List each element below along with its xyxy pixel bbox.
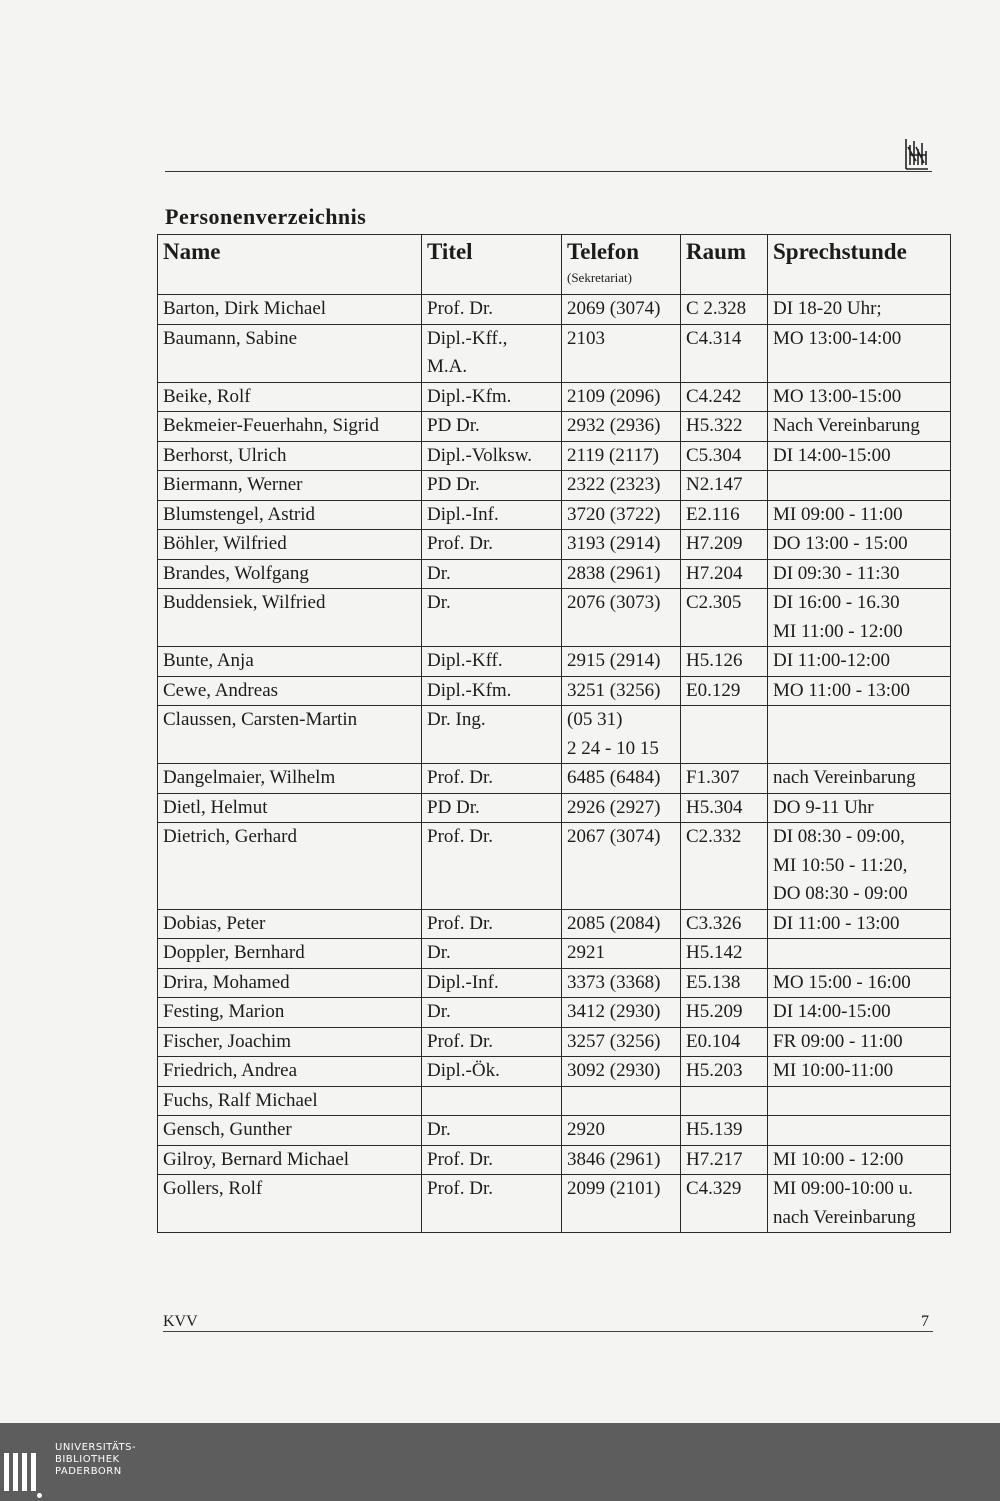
cell-titel xyxy=(422,909,562,939)
column-header xyxy=(562,235,681,295)
cell-name: Drira, Mohamed xyxy=(158,968,422,998)
cell-line: DI 08:30 - 09:00, xyxy=(773,826,905,847)
cell-line: PD Dr. xyxy=(427,474,480,495)
cell-line: 2915 (2914) xyxy=(567,650,661,671)
cell-name: Claussen, Carsten-Martin xyxy=(158,706,422,764)
cell-line: Dipl.-Inf. xyxy=(427,971,499,993)
cell-line: DI 11:00 - 13:00 xyxy=(773,912,900,934)
cell-name: Böhler, Wilfried xyxy=(158,530,422,560)
cell-line: Prof. Dr. xyxy=(427,533,493,554)
cell-name: Gollers, Rolf xyxy=(158,1175,422,1233)
cell-telefon xyxy=(562,968,681,998)
cell-sprechstunde xyxy=(768,706,951,764)
cell-raum: E0.104 xyxy=(681,1027,768,1057)
cell-titel xyxy=(422,471,562,501)
cell-sprechstunde xyxy=(768,441,951,471)
table-header-row xyxy=(158,235,951,295)
cell-line: DI 11:00-12:00 xyxy=(773,650,890,671)
personnel-table xyxy=(157,234,951,1233)
cell-line: PD Dr. xyxy=(427,415,480,436)
cell-line: Dr. xyxy=(427,562,451,584)
cell-raum: C3.326 xyxy=(681,909,768,939)
cell-line: 2085 (2084) xyxy=(567,912,661,934)
table-row xyxy=(158,939,951,969)
column-header-label: Telefon xyxy=(567,239,639,264)
cell-line: Dr. xyxy=(427,942,451,963)
cell-raum: C2.305 xyxy=(681,589,768,647)
cell-telefon xyxy=(562,441,681,471)
column-header-label: Sprechstunde xyxy=(773,239,907,264)
cell-titel xyxy=(422,412,562,442)
cell-line: 2103 xyxy=(567,327,605,349)
cell-sprechstunde xyxy=(768,823,951,910)
table-row xyxy=(158,589,951,647)
cell-name: Buddensiek, Wilfried xyxy=(158,589,422,647)
cell-line: 2932 (2936) xyxy=(567,415,661,436)
cell-titel xyxy=(422,1116,562,1146)
cell-line: 2119 (2117) xyxy=(567,444,659,466)
cell-titel xyxy=(422,706,562,764)
cell-line: Dr. xyxy=(427,1001,451,1022)
cell-sprechstunde xyxy=(768,909,951,939)
cell-titel xyxy=(422,968,562,998)
cell-line: 2109 (2096) xyxy=(567,385,661,407)
cell-line: 2921 xyxy=(567,942,605,963)
cell-titel xyxy=(422,441,562,471)
cell-raum: H5.142 xyxy=(681,939,768,969)
cell-sprechstunde xyxy=(768,1145,951,1175)
column-header xyxy=(681,235,768,295)
cell-name: Fuchs, Ralf Michael xyxy=(158,1086,422,1116)
cell-line: Dipl.-Inf. xyxy=(427,503,499,525)
cell-line: 2920 xyxy=(567,1119,605,1140)
cell-telefon xyxy=(562,998,681,1028)
column-header xyxy=(768,235,951,295)
cell-name: Dietl, Helmut xyxy=(158,793,422,823)
cell-titel xyxy=(422,559,562,589)
library-name-line: UNIVERSITÄTS- xyxy=(55,1442,137,1453)
cell-raum xyxy=(681,1086,768,1116)
cell-name: Doppler, Bernhard xyxy=(158,939,422,969)
cell-raum: C2.332 xyxy=(681,823,768,910)
cell-line: nach Vereinbarung xyxy=(773,1206,916,1228)
cell-telefon xyxy=(562,382,681,412)
cell-raum: H5.322 xyxy=(681,412,768,442)
cell-line: 3092 (2930) xyxy=(567,1060,661,1081)
cell-telefon xyxy=(562,471,681,501)
cell-raum: C 2.328 xyxy=(681,295,768,325)
table-row xyxy=(158,559,951,589)
cell-line: 2926 (2927) xyxy=(567,796,661,818)
cell-name: Cewe, Andreas xyxy=(158,676,422,706)
cell-titel xyxy=(422,324,562,382)
cell-raum: N2.147 xyxy=(681,471,768,501)
cell-line: 3251 (3256) xyxy=(567,679,661,701)
cell-sprechstunde xyxy=(768,1116,951,1146)
cell-raum: H7.204 xyxy=(681,559,768,589)
cell-telefon xyxy=(562,412,681,442)
cell-sprechstunde xyxy=(768,295,951,325)
cell-name: Gensch, Gunther xyxy=(158,1116,422,1146)
cell-line: Dipl.-Kfm. xyxy=(427,679,512,701)
cell-line: Prof. Dr. xyxy=(427,1178,493,1199)
cell-name: Brandes, Wolfgang xyxy=(158,559,422,589)
cell-sprechstunde xyxy=(768,998,951,1028)
table-row xyxy=(158,1175,951,1233)
cell-telefon xyxy=(562,764,681,794)
cell-raum: H5.126 xyxy=(681,647,768,677)
cell-titel xyxy=(422,823,562,910)
cell-sprechstunde xyxy=(768,676,951,706)
table-row xyxy=(158,441,951,471)
cell-line: Dr. Ing. xyxy=(427,709,486,730)
column-header-label: Raum xyxy=(686,239,747,264)
column-header-label: Name xyxy=(163,239,221,264)
cell-line: Prof. Dr. xyxy=(427,298,493,319)
cell-titel xyxy=(422,382,562,412)
cell-line: MO 13:00-15:00 xyxy=(773,385,902,407)
cell-line: Dipl.-Ök. xyxy=(427,1060,500,1081)
cell-titel xyxy=(422,647,562,677)
cell-line: Prof. Dr. xyxy=(427,1148,493,1170)
cell-line: DI 14:00-15:00 xyxy=(773,444,891,466)
library-banner xyxy=(0,1423,1000,1501)
cell-raum: H5.209 xyxy=(681,998,768,1028)
cell-line: Nach Vereinbarung xyxy=(773,415,920,436)
cell-titel xyxy=(422,530,562,560)
university-seal-icon xyxy=(903,135,931,171)
cell-line: MO 11:00 - 13:00 xyxy=(773,679,911,701)
cell-raum: E5.138 xyxy=(681,968,768,998)
column-header-sublabel: (Sekretariat) xyxy=(567,270,632,285)
cell-line: MI 09:00 - 11:00 xyxy=(773,503,903,525)
cell-titel xyxy=(422,295,562,325)
cell-line: FR 09:00 - 11:00 xyxy=(773,1030,903,1052)
cell-titel xyxy=(422,939,562,969)
cell-titel xyxy=(422,676,562,706)
cell-line: 2322 (2323) xyxy=(567,474,661,495)
cell-raum: C4.329 xyxy=(681,1175,768,1233)
cell-sprechstunde xyxy=(768,1086,951,1116)
cell-line: Dipl.-Kff., xyxy=(427,327,508,349)
cell-line: DI 18-20 Uhr; xyxy=(773,298,882,319)
page-number: 7 xyxy=(921,1313,929,1330)
cell-sprechstunde xyxy=(768,559,951,589)
table-row xyxy=(158,295,951,325)
table-body xyxy=(158,295,951,1233)
cell-name: Bunte, Anja xyxy=(158,647,422,677)
cell-telefon xyxy=(562,1057,681,1087)
cell-line: Prof. Dr. xyxy=(427,912,493,934)
table-row xyxy=(158,412,951,442)
table-row xyxy=(158,764,951,794)
cell-telefon xyxy=(562,676,681,706)
cell-line: DI 16:00 - 16.30 xyxy=(773,592,900,613)
cell-raum: H7.217 xyxy=(681,1145,768,1175)
cell-line: M.A. xyxy=(427,356,468,377)
cell-line: 3373 (3368) xyxy=(567,971,661,993)
cell-name: Festing, Marion xyxy=(158,998,422,1028)
column-header xyxy=(422,235,562,295)
cell-line: Prof. Dr. xyxy=(427,1030,493,1052)
cell-sprechstunde xyxy=(768,382,951,412)
library-logo-icon xyxy=(4,1453,40,1491)
cell-line: MO 15:00 - 16:00 xyxy=(773,971,911,993)
footer-label: KVV xyxy=(163,1313,198,1330)
table-row xyxy=(158,793,951,823)
header-rule xyxy=(165,171,932,172)
cell-line: MO 13:00-14:00 xyxy=(773,327,902,349)
footer-rule xyxy=(163,1331,933,1332)
cell-titel xyxy=(422,793,562,823)
cell-titel xyxy=(422,1027,562,1057)
cell-raum: C5.304 xyxy=(681,441,768,471)
table-row xyxy=(158,647,951,677)
cell-line: 6485 (6484) xyxy=(567,767,661,788)
cell-telefon xyxy=(562,530,681,560)
library-logo-dot xyxy=(37,1493,42,1498)
cell-sprechstunde xyxy=(768,324,951,382)
cell-line: 3412 (2930) xyxy=(567,1001,661,1022)
cell-line: Prof. Dr. xyxy=(427,767,493,788)
table-row xyxy=(158,909,951,939)
cell-telefon xyxy=(562,559,681,589)
table-row xyxy=(158,968,951,998)
cell-titel xyxy=(422,764,562,794)
cell-titel xyxy=(422,1057,562,1087)
cell-telefon xyxy=(562,823,681,910)
column-header xyxy=(158,235,422,295)
cell-telefon xyxy=(562,706,681,764)
cell-sprechstunde xyxy=(768,471,951,501)
cell-name: Baumann, Sabine xyxy=(158,324,422,382)
table-row xyxy=(158,530,951,560)
cell-line: DI 14:00-15:00 xyxy=(773,1001,891,1022)
cell-telefon xyxy=(562,1027,681,1057)
cell-telefon xyxy=(562,1175,681,1233)
cell-line: Dipl.-Volksw. xyxy=(427,444,533,466)
cell-sprechstunde xyxy=(768,1027,951,1057)
cell-sprechstunde xyxy=(768,1175,951,1233)
cell-sprechstunde xyxy=(768,968,951,998)
table-row xyxy=(158,1027,951,1057)
cell-telefon xyxy=(562,909,681,939)
cell-line: Dr. xyxy=(427,592,451,613)
cell-line: MI 10:00 - 12:00 xyxy=(773,1148,904,1170)
cell-telefon xyxy=(562,793,681,823)
cell-titel xyxy=(422,589,562,647)
cell-telefon xyxy=(562,1116,681,1146)
cell-telefon xyxy=(562,939,681,969)
cell-line: 2838 (2961) xyxy=(567,562,661,584)
cell-name: Friedrich, Andrea xyxy=(158,1057,422,1087)
cell-raum: C4.242 xyxy=(681,382,768,412)
cell-name: Berhorst, Ulrich xyxy=(158,441,422,471)
cell-name: Blumstengel, Astrid xyxy=(158,500,422,530)
cell-name: Dobias, Peter xyxy=(158,909,422,939)
column-header-label: Titel xyxy=(427,239,473,264)
cell-name: Dietrich, Gerhard xyxy=(158,823,422,910)
cell-name: Fischer, Joachim xyxy=(158,1027,422,1057)
cell-line: 2099 (2101) xyxy=(567,1178,661,1199)
cell-line: MI 10:00-11:00 xyxy=(773,1060,894,1081)
table-row xyxy=(158,676,951,706)
cell-line: 3257 (3256) xyxy=(567,1030,661,1052)
cell-telefon xyxy=(562,324,681,382)
table-row xyxy=(158,823,951,910)
cell-raum: F1.307 xyxy=(681,764,768,794)
cell-line: MI 10:50 - 11:20, xyxy=(773,854,908,876)
cell-name: Biermann, Werner xyxy=(158,471,422,501)
cell-sprechstunde xyxy=(768,500,951,530)
table-row xyxy=(158,1086,951,1116)
cell-line: DO 9-11 Uhr xyxy=(773,796,874,818)
cell-sprechstunde xyxy=(768,939,951,969)
cell-titel xyxy=(422,500,562,530)
cell-telefon xyxy=(562,295,681,325)
cell-sprechstunde xyxy=(768,793,951,823)
cell-raum: H5.203 xyxy=(681,1057,768,1087)
cell-name: Gilroy, Bernard Michael xyxy=(158,1145,422,1175)
cell-line: Dipl.-Kfm. xyxy=(427,385,512,407)
cell-line: 2069 (3074) xyxy=(567,298,661,319)
cell-raum: H5.304 xyxy=(681,793,768,823)
cell-line: DO 13:00 - 15:00 xyxy=(773,533,908,554)
table-row xyxy=(158,998,951,1028)
cell-line: Dr. xyxy=(427,1119,451,1140)
cell-titel xyxy=(422,1145,562,1175)
cell-telefon xyxy=(562,1086,681,1116)
cell-raum: E0.129 xyxy=(681,676,768,706)
cell-titel xyxy=(422,1175,562,1233)
cell-telefon xyxy=(562,500,681,530)
library-name-line: BIBLIOTHEK xyxy=(55,1454,120,1465)
cell-line: 2067 (3074) xyxy=(567,826,661,847)
library-name-line: PADERBORN xyxy=(55,1466,122,1477)
cell-titel xyxy=(422,998,562,1028)
cell-telefon xyxy=(562,1145,681,1175)
cell-line: DI 09:30 - 11:30 xyxy=(773,562,900,584)
cell-titel xyxy=(422,1086,562,1116)
cell-line: Prof. Dr. xyxy=(427,826,493,847)
cell-sprechstunde xyxy=(768,764,951,794)
cell-sprechstunde xyxy=(768,1057,951,1087)
cell-telefon xyxy=(562,647,681,677)
cell-telefon xyxy=(562,589,681,647)
cell-line: 2076 (3073) xyxy=(567,592,661,613)
cell-line: MI 09:00-10:00 u. xyxy=(773,1178,913,1199)
table-row xyxy=(158,324,951,382)
cell-raum: H7.209 xyxy=(681,530,768,560)
library-name xyxy=(55,1442,136,1478)
cell-line: (05 31) xyxy=(567,709,623,730)
cell-line: 3193 (2914) xyxy=(567,533,661,554)
cell-raum xyxy=(681,706,768,764)
cell-name: Bekmeier-Feuerhahn, Sigrid xyxy=(158,412,422,442)
table-row xyxy=(158,1145,951,1175)
table-row xyxy=(158,706,951,764)
cell-line: 3720 (3722) xyxy=(567,503,661,525)
cell-sprechstunde xyxy=(768,530,951,560)
table-row xyxy=(158,382,951,412)
page-title: Personenverzeichnis xyxy=(165,204,367,229)
table-row xyxy=(158,471,951,501)
cell-line: 3846 (2961) xyxy=(567,1148,661,1170)
cell-raum: E2.116 xyxy=(681,500,768,530)
table-row xyxy=(158,500,951,530)
cell-name: Dangelmaier, Wilhelm xyxy=(158,764,422,794)
cell-sprechstunde xyxy=(768,647,951,677)
cell-line: Dipl.-Kff. xyxy=(427,650,503,671)
cell-line: DO 08:30 - 09:00 xyxy=(773,883,908,904)
cell-raum: C4.314 xyxy=(681,324,768,382)
cell-name: Barton, Dirk Michael xyxy=(158,295,422,325)
cell-sprechstunde xyxy=(768,412,951,442)
cell-line: nach Vereinbarung xyxy=(773,767,916,788)
cell-sprechstunde xyxy=(768,589,951,647)
cell-line: MI 11:00 - 12:00 xyxy=(773,620,903,642)
cell-line: PD Dr. xyxy=(427,796,480,818)
cell-line: 2 24 - 10 15 xyxy=(567,737,659,759)
table-row xyxy=(158,1116,951,1146)
cell-raum: H5.139 xyxy=(681,1116,768,1146)
cell-name: Beike, Rolf xyxy=(158,382,422,412)
table-row xyxy=(158,1057,951,1087)
